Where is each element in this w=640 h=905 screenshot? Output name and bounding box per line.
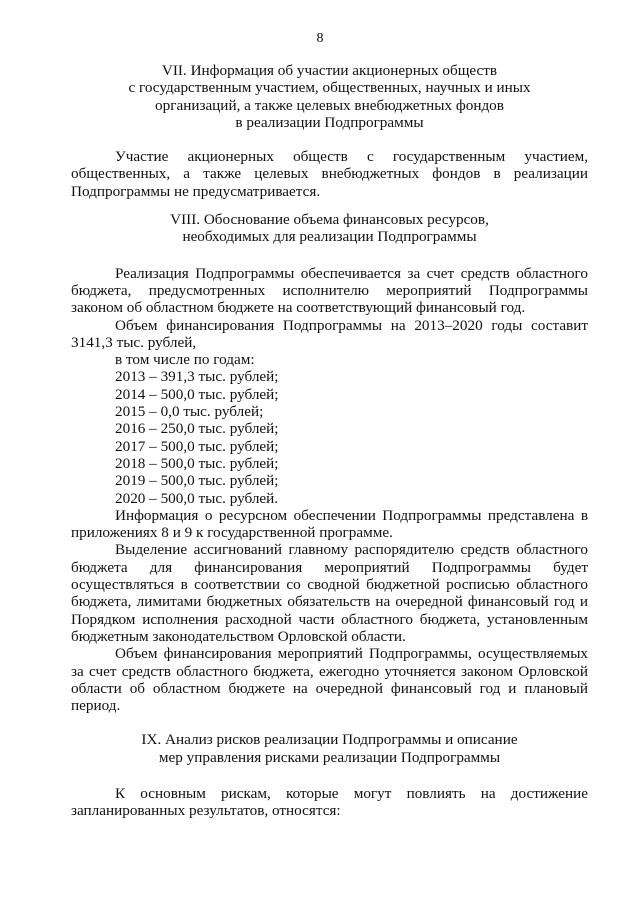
section-8-heading	[71, 211, 588, 246]
heading-line: IX. Анализ рисков реализации Подпрограммы и описание	[141, 731, 518, 749]
year-item: 2014 – 500,0 тыс. рублей;	[115, 385, 279, 403]
heading-line: организаций, а также целевых внебюджетных фондов	[155, 96, 504, 114]
heading-line: мер управления рисками реализации Подпрограммы	[158, 748, 501, 766]
heading-line: необходимых для реализации Подпрограммы	[182, 228, 477, 246]
section-8-paragraph-4: Выделение ассигнований главному распорядителю средств областного бюджета для финансирования мероприятий Подпрограммы будет осуществляться в соответствии со сводной бюджетной росписью областного бюджета, лимитами бюджетных обязательств на очередной финансовый год и Порядком исполнения расходной части областного бюджета, установленным бюджетным законодательством Орловской области.	[71, 541, 588, 645]
year-item: 2013 – 391,3 тыс. рублей;	[115, 368, 279, 386]
heading-line: VIII. Обоснование объема финансовых ресурсов,	[170, 211, 489, 229]
section-7-paragraph: Участие акционерных обществ с государственным участием, общественных, а также целевых внебюджетных фондов в реализации Подпрограммы не предусматривается.	[71, 148, 588, 200]
funding-by-years-list	[71, 351, 588, 507]
section-9-paragraph: К основным рискам, которые могут повлиять на достижение запланированных результатов, относятся:	[71, 784, 588, 820]
section-8-paragraph-3: Информация о ресурсном обеспечении Подпрограммы представлена в приложениях 8 и 9 к государственной программе.	[71, 506, 588, 542]
year-item: 2018 – 500,0 тыс. рублей;	[115, 454, 279, 472]
year-item: 2019 – 500,0 тыс. рублей;	[115, 472, 279, 490]
section-8-paragraph-2: Объем финансирования Подпрограммы на 2013–2020 годы составит 3141,3 тыс. рублей,	[71, 316, 588, 351]
year-item: 2016 – 250,0 тыс. рублей;	[115, 420, 279, 438]
by-years-label: в том числе по годам:	[115, 351, 255, 369]
section-8-paragraph-5: Объем финансирования мероприятий Подпрограммы, осуществляемых за счет средств областного бюджета, ежегодно уточняется законом Орловской области об областном бюджете на очередной финансовый год и плановый период.	[71, 645, 588, 715]
year-item: 2017 – 500,0 тыс. рублей;	[115, 437, 279, 455]
heading-line: VII. Информация об участии акционерных обществ	[161, 62, 498, 79]
section-7-heading	[71, 62, 588, 131]
section-8-paragraph-1: Реализация Подпрограммы обеспечивается за счет средств областного бюджета, предусмотренных исполнителю мероприятий Подпрограммы законом об областном бюджете на соответствующий финансовый год.	[71, 264, 588, 317]
section-9-heading	[71, 731, 588, 766]
heading-line: с государственным участием, общественных, научных и иных	[128, 79, 531, 97]
heading-line: в реализации Подпрограммы	[235, 113, 424, 131]
year-item: 2015 – 0,0 тыс. рублей;	[115, 403, 264, 421]
page-number: 8	[316, 31, 324, 46]
year-item: 2020 – 500,0 тыс. рублей.	[115, 489, 279, 507]
document-body	[71, 62, 588, 820]
